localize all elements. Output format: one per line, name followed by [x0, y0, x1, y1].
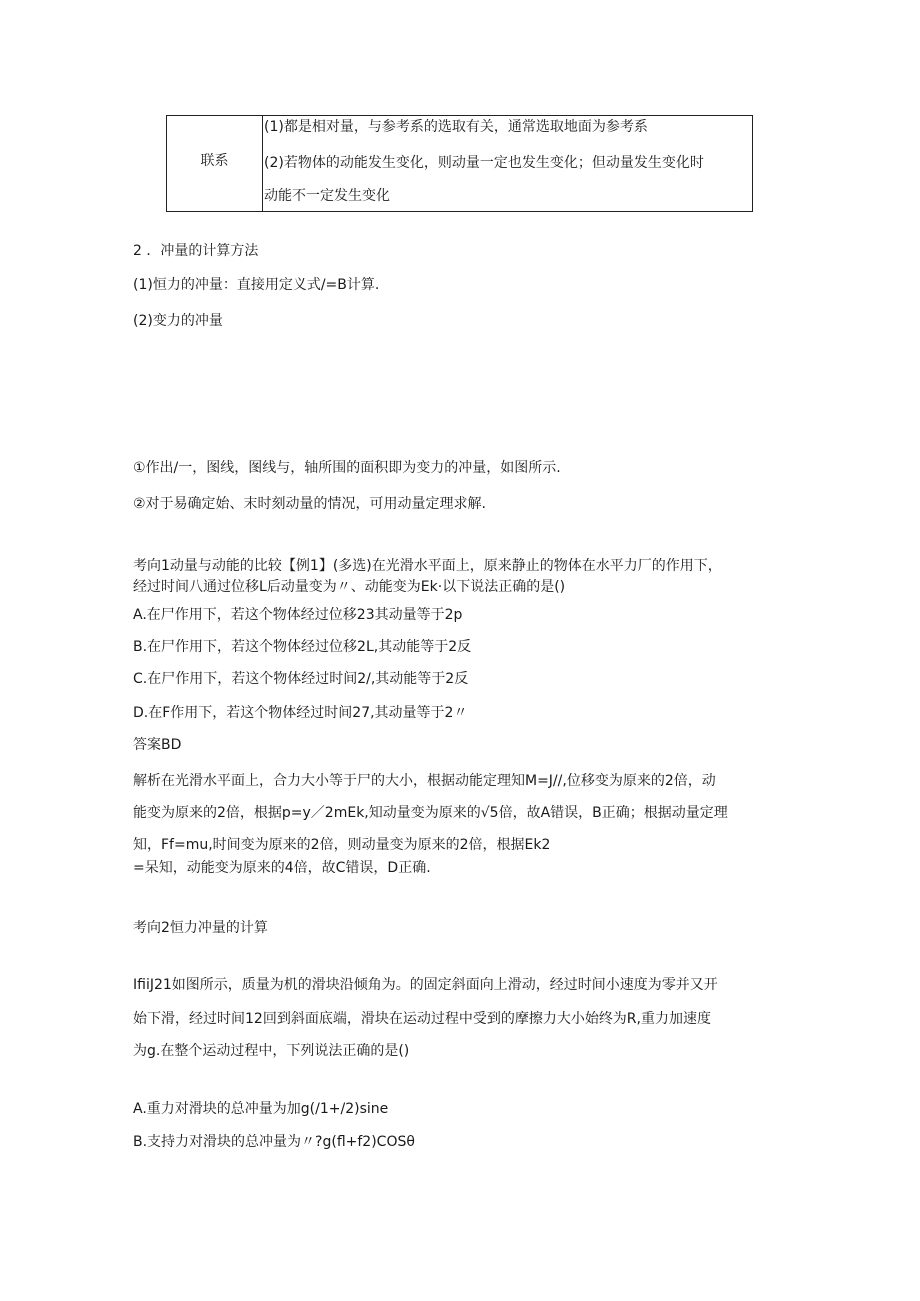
example2-option-a: A.重力对滑块的总冲量为加g(/1+/2)sine: [133, 1101, 389, 1117]
example1-analysis-4: =呆知，动能变为原来的4倍，故C错误，D正确.: [133, 860, 431, 876]
example1-option-a: A.在尸作用下，若这个物体经过位移23其动量等于2p: [133, 607, 463, 623]
example2-option-b: B.支持力对滑块的总冲量为〃?g(fl+f2)COSθ: [133, 1134, 415, 1150]
section-item-2: (2)变力的冲量: [133, 313, 223, 329]
example1-option-d: D.在F作用下，若这个物体经过时间27,其动量等于2〃: [133, 705, 468, 721]
table-line-1: (1)都是相对量，与参考系的选取有关，通常选取地面为参考系: [264, 119, 648, 135]
section-heading: 2 ．冲量的计算方法: [133, 243, 259, 259]
example2-heading: 考向2恒力冲量的计算: [133, 920, 268, 936]
example1-answer: 答案BD: [133, 737, 182, 753]
example2-line-2: 始下滑，经过时间12回到斜面底端，滑块在运动过程中受到的摩擦力大小始终为R,重力加速度: [133, 1011, 711, 1027]
example2-line-1: IfiiJ21如图所示，质量为机的滑块沿倾角为。的固定斜面向上滑动，经过时间小速度为零并又开: [133, 977, 718, 993]
example1-option-c: C.在尸作用下，若这个物体经过时间2/,其动能等于2反: [133, 671, 469, 687]
example1-option-b: B.在尸作用下，若这个物体经过位移2L,其动能等于2反: [133, 639, 472, 655]
example1-analysis-3: 知，Ff=mu,时间变为原来的2倍，则动量变为原来的2倍，根据Ek2: [133, 837, 551, 853]
example2-line-3: 为g.在整个运动过程中，下列说法正确的是(): [133, 1043, 410, 1059]
method-step-2: ②对于易确定始、末时刻动量的情况，可用动量定理求解.: [133, 496, 486, 512]
table-label-cell: 联系: [167, 116, 263, 211]
example1-line-2: 经过时间八通过位移L后动量变为〃、动能变为Ek·以下说法正确的是(): [133, 579, 566, 595]
table-line-2: (2)若物体的动能发生变化，则动量一定也发生变化；但动量发生变化时: [264, 155, 704, 171]
table-line-3: 动能不一定发生变化: [264, 188, 390, 204]
method-step-1: ①作出/一，图线，图线与，轴所围的面积即为变力的冲量，如图所示.: [133, 460, 561, 476]
example1-analysis-2: 能变为原来的2倍，根据p=y／2mEk,知动量变为原来的√5倍，故A错误，B正确；根据动量定理: [133, 805, 728, 821]
section-item-1: (1)恒力的冲量：直接用定义式/=B计算.: [133, 277, 380, 293]
example1-analysis-1: 解析在光滑水平面上，合力大小等于尸的大小，根据动能定理知M=J//,位移变为原来的2倍，动: [133, 773, 716, 789]
example1-line-1: 考向1动量与动能的比较【例1】(多选)在光滑水平面上，原来静止的物体在水平力厂的作用下，: [133, 558, 722, 574]
